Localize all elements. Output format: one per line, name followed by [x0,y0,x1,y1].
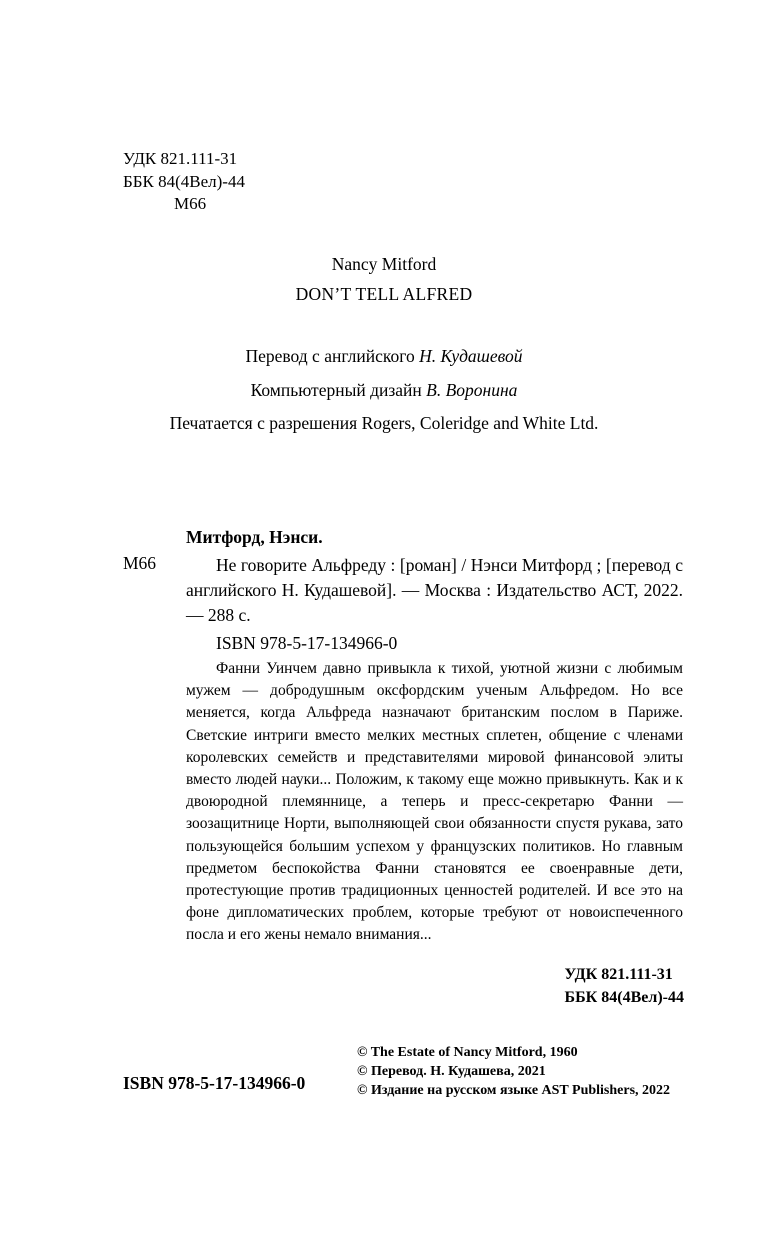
catalog-isbn: ISBN 978-5-17-134966-0 [216,633,398,653]
classification-codes-top [123,148,245,216]
copyright-block [357,1043,670,1100]
bibliographic-text: Не говорите Альфреду : [роман] / Нэнси Митфорд ; [перевод с английского Н. Кудашевой]. — Москва : Издательство АСТ, 2022. — 288 с. [186,555,683,625]
translation-credit [0,346,768,367]
author-mark: М66 [174,194,207,213]
translator-name: Н. Кудашевой [419,346,523,366]
bbk-code: ББК 84(4Вел)-44 [123,171,245,191]
bbk-code-bottom: ББК 84(4Вел)-44 [564,988,684,1006]
classification-codes-bottom [565,964,685,1009]
udk-code: УДК 821.111-31 [123,149,238,168]
original-title: DON’T TELL ALFRED [295,284,473,304]
catalog-author-mark: М66 [123,553,157,573]
isbn-bold: ISBN 978-5-17-134966-0 [123,1073,306,1093]
translation-label: Перевод с английского [245,346,415,366]
design-label: Компьютерный дизайн [250,380,422,400]
copyright-edition: © Издание на русском языке AST Publishers, 2022 [357,1083,671,1098]
annotation: Фанни Уинчем давно привыкла к тихой, уютной жизни с любимым мужем — добродушным оксфордским ученым Альфредом. Но все меняется, когда Альфреда назначают британским послом в Париже. Светские интриги вместо мелких местных сплетен, общение с членами королевских семейств и представителями мировой финансовой элиты вместо людей науки... Положим, к такому еще можно привыкнуть. Как и к двоюродной племяннице, а теперь и пресс-секретарю Фанни — зоозащитнице Норти, выполняющей свои обязанности спустя рукава, зато пользующейся большим успехом у французских политиков. Но главным предметом беспокойства Фанни становятся ее своенравные дети, протестующие против традиционных ценностей родителей. И все это на фоне дипломатических проблем, которые требуют от новоиспеченного посла и его жены немало внимания... [186,660,683,944]
copyright-estate: © The Estate of Nancy Mitford, 1960 [357,1045,578,1060]
catalog-heading: Митфорд, Нэнси. [186,527,323,547]
original-author: Nancy Mitford [331,254,437,274]
permission-notice: Печатается с разрешения Rogers, Coleridge and White Ltd. [169,413,599,433]
designer-name: В. Воронина [426,380,518,400]
copyright-translation: © Перевод. Н. Кудашева, 2021 [357,1064,546,1079]
udk-code-bottom: УДК 821.111-31 [564,966,673,983]
bibliographic-description [186,553,683,628]
design-credit [0,380,768,401]
